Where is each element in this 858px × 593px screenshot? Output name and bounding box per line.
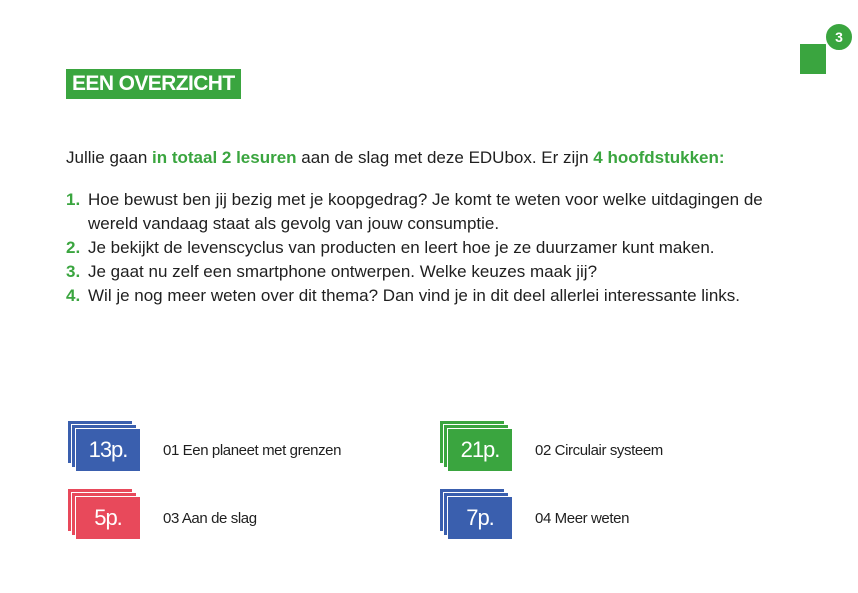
chapter-list <box>66 188 806 308</box>
page-count: 21p. <box>447 428 513 472</box>
page-count-stack <box>439 420 513 472</box>
chapter-text: Je bekijkt de levenscyclus van producten en leert hoe je ze duurzamer kunt maken. <box>88 238 715 257</box>
intro-text <box>66 146 725 170</box>
chapter-number: 4. <box>66 286 81 305</box>
chapter-tile-label: 04 Meer weten <box>535 510 630 527</box>
chapter-text: Hoe bewust ben jij bezig met je koopgedrag? Je komt te weten voor welke uitdagingen de wereld vandaag staat als gevolg van jouw consumptie. <box>88 190 763 233</box>
chapter-number: 3. <box>66 262 81 281</box>
chapter-tile-label: 02 Circulair systeem <box>535 442 663 459</box>
chapter-item <box>66 284 806 308</box>
chapter-text: Je gaat nu zelf een smartphone ontwerpen. Welke keuzes maak jij? <box>88 262 598 281</box>
intro-highlight-duration: in totaal 2 lesuren <box>152 148 297 167</box>
chapter-item <box>66 188 806 236</box>
chapter-number: 2. <box>66 238 81 257</box>
intro-highlight-chapters: 4 hoofdstukken: <box>593 148 725 167</box>
intro-part2: aan de slag met deze EDUbox. Er zijn <box>296 148 594 167</box>
chapter-text: Wil je nog meer weten over dit thema? Dan vind je in dit deel allerlei interessante links. <box>88 286 740 305</box>
page-count-stack <box>439 488 513 540</box>
intro-part1: Jullie gaan <box>66 148 153 167</box>
page-count: 13p. <box>75 428 141 472</box>
chapter-item <box>66 236 806 260</box>
chapter-item <box>66 260 806 284</box>
page-title: EEN OVERZICHT <box>66 69 241 99</box>
chapter-number: 1. <box>66 190 81 209</box>
page-count-stack <box>67 488 141 540</box>
page-count-stack <box>67 420 141 472</box>
page-badge-square <box>800 44 826 74</box>
page-count: 5p. <box>75 496 141 540</box>
chapter-tile-label: 03 Aan de slag <box>163 510 257 527</box>
page-number: 3 <box>824 22 854 52</box>
page-count: 7p. <box>447 496 513 540</box>
chapter-tile-label: 01 Een planeet met grenzen <box>163 442 342 459</box>
